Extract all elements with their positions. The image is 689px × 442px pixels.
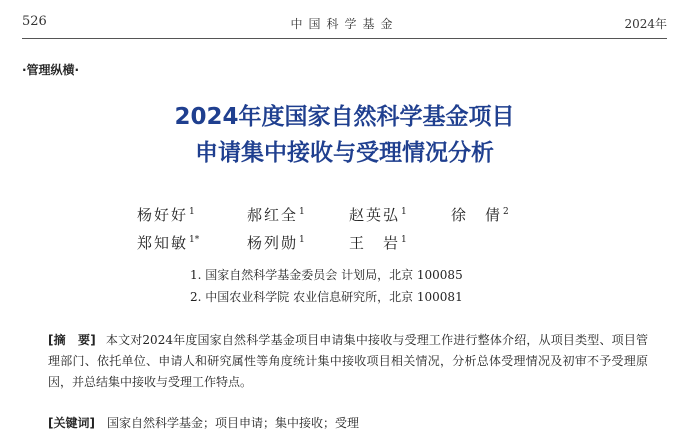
author: 王 岩$^1$	[349, 234, 407, 252]
author: 杨好好$^1$	[137, 206, 195, 224]
keywords-label: [关键词]	[48, 416, 95, 430]
affiliation: 1. 国家自然科学基金委员会 计划局，北京 100085	[190, 268, 463, 282]
abstract	[48, 330, 648, 393]
article-title-line-2: 申请集中接收与受理情况分析	[195, 140, 494, 166]
abstract-label: [摘 要]	[48, 333, 96, 347]
author: 徐 倩$^2$	[451, 206, 509, 224]
author: 郝红全$^1$	[247, 206, 305, 224]
author: 赵英弘$^1$	[349, 206, 407, 224]
keywords	[48, 414, 359, 431]
section-tag: ·管理纵横·	[22, 63, 80, 77]
keywords-text: 国家自然科学基金；项目申请；集中接收；受理	[106, 416, 359, 430]
abstract-text: 本文对2024年度国家自然科学基金项目申请集中接收与受理工作进行整体介绍，从项目类型、项目管理部门、依托单位、申请人和研究属性等角度统计集中接收项目相关情况，分析总体受理情况及初审不予受理原因，并总结集中接收与受理工作特点。	[48, 333, 648, 389]
header-rule	[22, 38, 667, 39]
page-number: 526	[22, 14, 47, 29]
affiliation: 2. 中国农业科学院 农业信息研究所，北京 100081	[190, 290, 463, 304]
author: 郑知敏$^{1*}$	[137, 234, 200, 252]
journal-name: 中国科学基金	[290, 17, 399, 31]
issue-year: 2024年	[624, 17, 667, 31]
author: 杨列勋$^1$	[247, 234, 305, 252]
page-header	[22, 14, 667, 34]
article-title-line-1: 2024年度国家自然科学基金项目	[174, 104, 515, 130]
